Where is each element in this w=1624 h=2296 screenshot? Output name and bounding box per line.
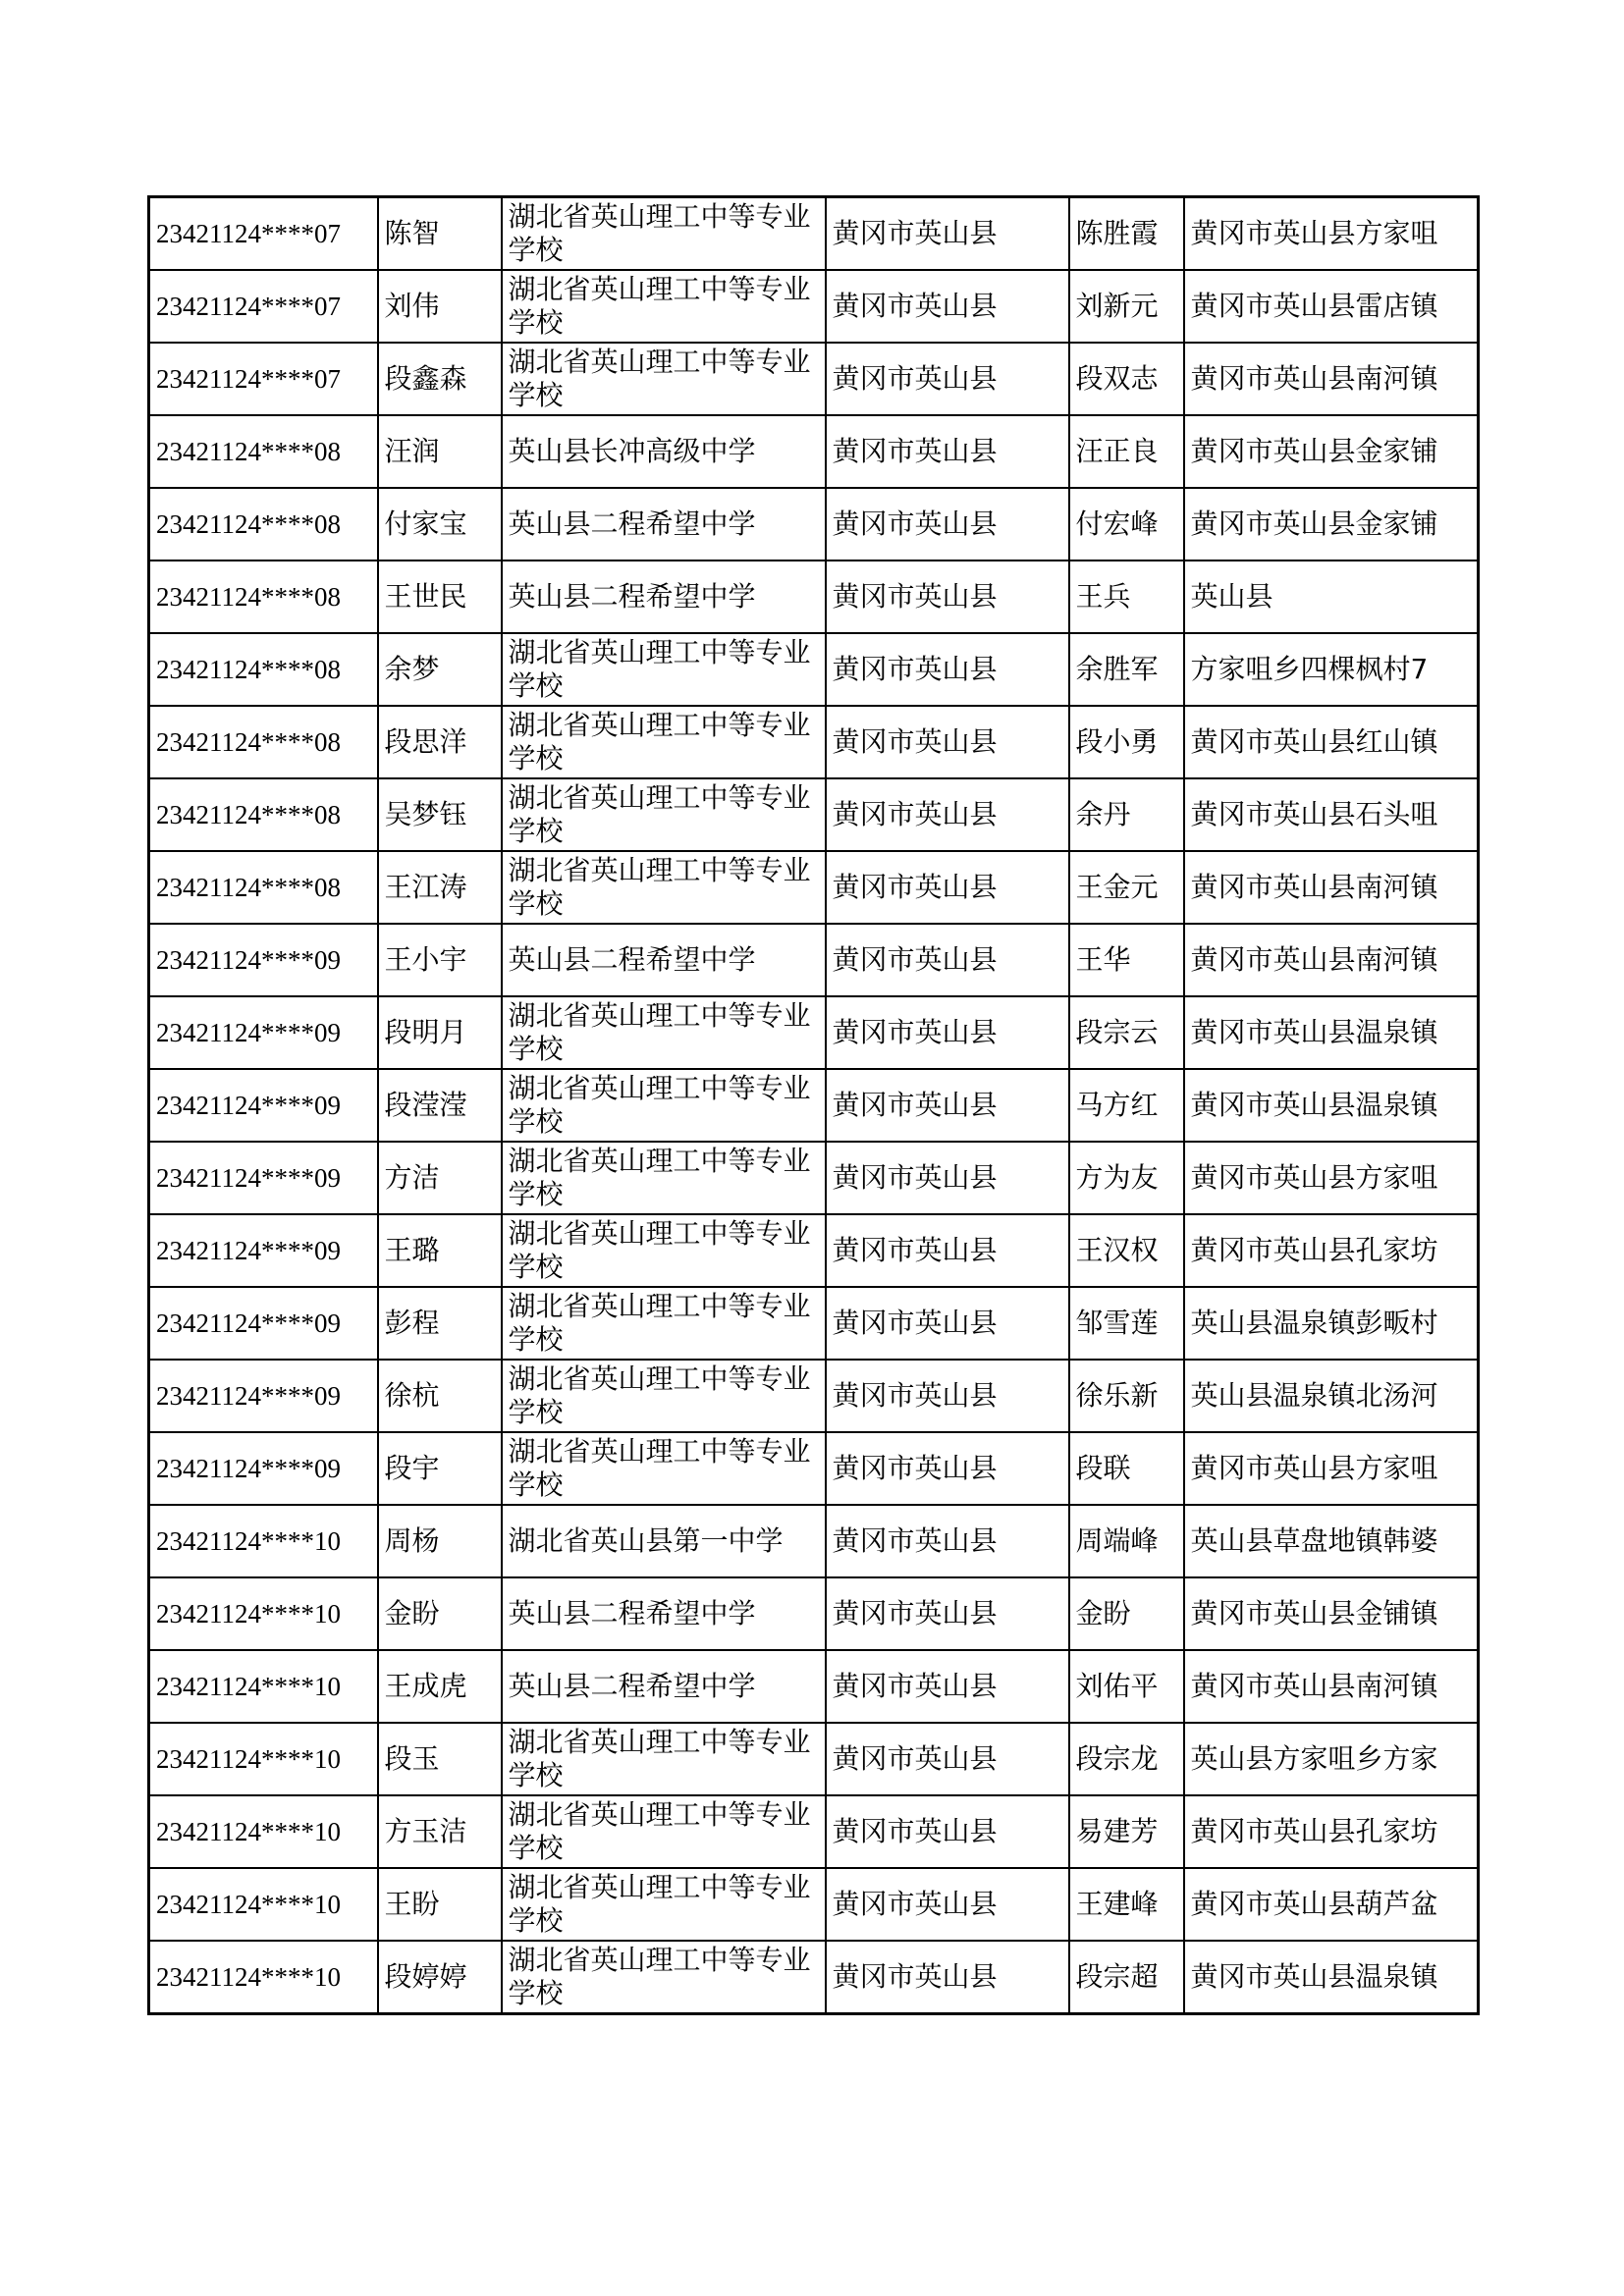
- school-cell: 英山县二程希望中学: [502, 1577, 826, 1650]
- region-cell: 黄冈市英山县: [826, 488, 1069, 561]
- id-cell: 23421124****10: [149, 1505, 378, 1577]
- school-cell: 湖北省英山理工中等专业学校: [502, 1432, 826, 1505]
- school-cell: 英山县长冲高级中学: [502, 415, 826, 488]
- name-cell: 段明月: [378, 996, 502, 1069]
- name-cell: 王成虎: [378, 1650, 502, 1723]
- name-cell: 王盼: [378, 1868, 502, 1941]
- name-cell: 金盼: [378, 1577, 502, 1650]
- address-cell: 方家咀乡四棵枫村7: [1184, 633, 1479, 706]
- region-cell: 黄冈市英山县: [826, 1723, 1069, 1795]
- id-cell: 23421124****09: [149, 924, 378, 996]
- name-cell: 王世民: [378, 561, 502, 633]
- guardian-cell: 易建芳: [1069, 1795, 1184, 1868]
- region-cell: 黄冈市英山县: [826, 633, 1069, 706]
- guardian-cell: 余丹: [1069, 778, 1184, 851]
- id-cell: 23421124****10: [149, 1723, 378, 1795]
- guardian-cell: 徐乐新: [1069, 1360, 1184, 1432]
- name-cell: 段鑫森: [378, 343, 502, 415]
- guardian-cell: 余胜军: [1069, 633, 1184, 706]
- id-cell: 23421124****07: [149, 343, 378, 415]
- table-row: [149, 1795, 1479, 1868]
- guardian-cell: 马方红: [1069, 1069, 1184, 1142]
- address-cell: 英山县温泉镇彭畈村: [1184, 1287, 1479, 1360]
- table-row: [149, 924, 1479, 996]
- address-cell: 黄冈市英山县南河镇: [1184, 851, 1479, 924]
- table-row: [149, 1650, 1479, 1723]
- region-cell: 黄冈市英山县: [826, 1795, 1069, 1868]
- school-cell: 湖北省英山理工中等专业学校: [502, 1360, 826, 1432]
- school-cell: 湖北省英山县第一中学: [502, 1505, 826, 1577]
- table-row: [149, 1505, 1479, 1577]
- name-cell: 余梦: [378, 633, 502, 706]
- address-cell: 黄冈市英山县温泉镇: [1184, 1941, 1479, 2014]
- table-row: [149, 270, 1479, 343]
- guardian-cell: 刘新元: [1069, 270, 1184, 343]
- region-cell: 黄冈市英山县: [826, 561, 1069, 633]
- region-cell: 黄冈市英山县: [826, 415, 1069, 488]
- table-row: [149, 343, 1479, 415]
- table-row: [149, 633, 1479, 706]
- address-cell: 黄冈市英山县南河镇: [1184, 343, 1479, 415]
- address-cell: 黄冈市英山县方家咀: [1184, 1432, 1479, 1505]
- address-cell: 黄冈市英山县孔家坊: [1184, 1795, 1479, 1868]
- school-cell: 湖北省英山理工中等专业学校: [502, 1069, 826, 1142]
- address-cell: 黄冈市英山县方家咀: [1184, 197, 1479, 271]
- table-row: [149, 1360, 1479, 1432]
- id-cell: 23421124****07: [149, 270, 378, 343]
- guardian-cell: 金盼: [1069, 1577, 1184, 1650]
- name-cell: 段滢滢: [378, 1069, 502, 1142]
- table-row: [149, 851, 1479, 924]
- name-cell: 付家宝: [378, 488, 502, 561]
- id-cell: 23421124****10: [149, 1795, 378, 1868]
- address-cell: 英山县草盘地镇韩婆: [1184, 1505, 1479, 1577]
- id-cell: 23421124****09: [149, 1069, 378, 1142]
- school-cell: 湖北省英山理工中等专业学校: [502, 778, 826, 851]
- region-cell: 黄冈市英山县: [826, 851, 1069, 924]
- name-cell: 徐杭: [378, 1360, 502, 1432]
- id-cell: 23421124****10: [149, 1650, 378, 1723]
- address-cell: 黄冈市英山县孔家坊: [1184, 1214, 1479, 1287]
- id-cell: 23421124****08: [149, 415, 378, 488]
- name-cell: 段婷婷: [378, 1941, 502, 2014]
- name-cell: 周杨: [378, 1505, 502, 1577]
- address-cell: 黄冈市英山县方家咀: [1184, 1142, 1479, 1214]
- table-row: [149, 415, 1479, 488]
- id-cell: 23421124****09: [149, 1432, 378, 1505]
- school-cell: 湖北省英山理工中等专业学校: [502, 706, 826, 778]
- school-cell: 英山县二程希望中学: [502, 488, 826, 561]
- guardian-cell: 王建峰: [1069, 1868, 1184, 1941]
- region-cell: 黄冈市英山县: [826, 1941, 1069, 2014]
- id-cell: 23421124****08: [149, 488, 378, 561]
- region-cell: 黄冈市英山县: [826, 1432, 1069, 1505]
- region-cell: 黄冈市英山县: [826, 197, 1069, 271]
- address-cell: 黄冈市英山县南河镇: [1184, 1650, 1479, 1723]
- name-cell: 段宇: [378, 1432, 502, 1505]
- guardian-cell: 段联: [1069, 1432, 1184, 1505]
- school-cell: 英山县二程希望中学: [502, 924, 826, 996]
- id-cell: 23421124****09: [149, 996, 378, 1069]
- guardian-cell: 王金元: [1069, 851, 1184, 924]
- region-cell: 黄冈市英山县: [826, 1650, 1069, 1723]
- guardian-cell: 段宗超: [1069, 1941, 1184, 2014]
- id-cell: 23421124****09: [149, 1287, 378, 1360]
- table-row: [149, 1577, 1479, 1650]
- address-cell: 黄冈市英山县葫芦盆: [1184, 1868, 1479, 1941]
- id-cell: 23421124****09: [149, 1360, 378, 1432]
- guardian-cell: 刘佑平: [1069, 1650, 1184, 1723]
- name-cell: 方洁: [378, 1142, 502, 1214]
- guardian-cell: 方为友: [1069, 1142, 1184, 1214]
- school-cell: 英山县二程希望中学: [502, 561, 826, 633]
- id-cell: 23421124****09: [149, 1214, 378, 1287]
- table-row: [149, 1432, 1479, 1505]
- guardian-cell: 邹雪莲: [1069, 1287, 1184, 1360]
- name-cell: 彭程: [378, 1287, 502, 1360]
- guardian-cell: 汪正良: [1069, 415, 1184, 488]
- name-cell: 王小宇: [378, 924, 502, 996]
- name-cell: 王江涛: [378, 851, 502, 924]
- region-cell: 黄冈市英山县: [826, 1360, 1069, 1432]
- table-body: [149, 197, 1479, 2014]
- address-cell: 黄冈市英山县雷店镇: [1184, 270, 1479, 343]
- school-cell: 湖北省英山理工中等专业学校: [502, 1723, 826, 1795]
- name-cell: 汪润: [378, 415, 502, 488]
- address-cell: 黄冈市英山县金家铺: [1184, 488, 1479, 561]
- table-row: [149, 706, 1479, 778]
- id-cell: 23421124****09: [149, 1142, 378, 1214]
- guardian-cell: 周端峰: [1069, 1505, 1184, 1577]
- address-cell: 黄冈市英山县温泉镇: [1184, 1069, 1479, 1142]
- school-cell: 湖北省英山理工中等专业学校: [502, 1868, 826, 1941]
- school-cell: 英山县二程希望中学: [502, 1650, 826, 1723]
- table-row: [149, 1142, 1479, 1214]
- region-cell: 黄冈市英山县: [826, 1868, 1069, 1941]
- table-row: [149, 488, 1479, 561]
- guardian-cell: 王兵: [1069, 561, 1184, 633]
- school-cell: 湖北省英山理工中等专业学校: [502, 996, 826, 1069]
- guardian-cell: 段小勇: [1069, 706, 1184, 778]
- table-row: [149, 778, 1479, 851]
- region-cell: 黄冈市英山县: [826, 343, 1069, 415]
- table-row: [149, 1941, 1479, 2014]
- region-cell: 黄冈市英山县: [826, 996, 1069, 1069]
- region-cell: 黄冈市英山县: [826, 1505, 1069, 1577]
- region-cell: 黄冈市英山县: [826, 924, 1069, 996]
- school-cell: 湖北省英山理工中等专业学校: [502, 343, 826, 415]
- address-cell: 英山县方家咀乡方家: [1184, 1723, 1479, 1795]
- name-cell: 方玉洁: [378, 1795, 502, 1868]
- address-cell: 英山县温泉镇北汤河: [1184, 1360, 1479, 1432]
- school-cell: 湖北省英山理工中等专业学校: [502, 270, 826, 343]
- region-cell: 黄冈市英山县: [826, 1287, 1069, 1360]
- school-cell: 湖北省英山理工中等专业学校: [502, 633, 826, 706]
- name-cell: 段思洋: [378, 706, 502, 778]
- id-cell: 23421124****10: [149, 1941, 378, 2014]
- region-cell: 黄冈市英山县: [826, 1069, 1069, 1142]
- table-row: [149, 1214, 1479, 1287]
- table-row: [149, 1287, 1479, 1360]
- school-cell: 湖北省英山理工中等专业学校: [502, 1142, 826, 1214]
- address-cell: 黄冈市英山县南河镇: [1184, 924, 1479, 996]
- guardian-cell: 段宗云: [1069, 996, 1184, 1069]
- region-cell: 黄冈市英山县: [826, 270, 1069, 343]
- name-cell: 王璐: [378, 1214, 502, 1287]
- guardian-cell: 段宗龙: [1069, 1723, 1184, 1795]
- guardian-cell: 付宏峰: [1069, 488, 1184, 561]
- region-cell: 黄冈市英山县: [826, 706, 1069, 778]
- student-table: [147, 195, 1480, 2015]
- school-cell: 湖北省英山理工中等专业学校: [502, 851, 826, 924]
- table-row: [149, 996, 1479, 1069]
- address-cell: 黄冈市英山县红山镇: [1184, 706, 1479, 778]
- id-cell: 23421124****08: [149, 778, 378, 851]
- region-cell: 黄冈市英山县: [826, 1214, 1069, 1287]
- id-cell: 23421124****08: [149, 561, 378, 633]
- guardian-cell: 王汉权: [1069, 1214, 1184, 1287]
- address-cell: 黄冈市英山县金家铺: [1184, 415, 1479, 488]
- id-cell: 23421124****10: [149, 1868, 378, 1941]
- address-cell: 黄冈市英山县石头咀: [1184, 778, 1479, 851]
- region-cell: 黄冈市英山县: [826, 778, 1069, 851]
- table-row: [149, 561, 1479, 633]
- school-cell: 湖北省英山理工中等专业学校: [502, 1795, 826, 1868]
- id-cell: 23421124****08: [149, 633, 378, 706]
- table-row: [149, 1868, 1479, 1941]
- name-cell: 段玉: [378, 1723, 502, 1795]
- table-row: [149, 1069, 1479, 1142]
- address-cell: 黄冈市英山县金铺镇: [1184, 1577, 1479, 1650]
- table-row: [149, 197, 1479, 271]
- name-cell: 刘伟: [378, 270, 502, 343]
- id-cell: 23421124****08: [149, 706, 378, 778]
- name-cell: 陈智: [378, 197, 502, 271]
- region-cell: 黄冈市英山县: [826, 1142, 1069, 1214]
- school-cell: 湖北省英山理工中等专业学校: [502, 1287, 826, 1360]
- address-cell: 英山县: [1184, 561, 1479, 633]
- id-cell: 23421124****08: [149, 851, 378, 924]
- guardian-cell: 王华: [1069, 924, 1184, 996]
- id-cell: 23421124****07: [149, 197, 378, 271]
- school-cell: 湖北省英山理工中等专业学校: [502, 1941, 826, 2014]
- name-cell: 吴梦钰: [378, 778, 502, 851]
- guardian-cell: 段双志: [1069, 343, 1184, 415]
- table-row: [149, 1723, 1479, 1795]
- id-cell: 23421124****10: [149, 1577, 378, 1650]
- address-cell: 黄冈市英山县温泉镇: [1184, 996, 1479, 1069]
- guardian-cell: 陈胜霞: [1069, 197, 1184, 271]
- region-cell: 黄冈市英山县: [826, 1577, 1069, 1650]
- school-cell: 湖北省英山理工中等专业学校: [502, 197, 826, 271]
- school-cell: 湖北省英山理工中等专业学校: [502, 1214, 826, 1287]
